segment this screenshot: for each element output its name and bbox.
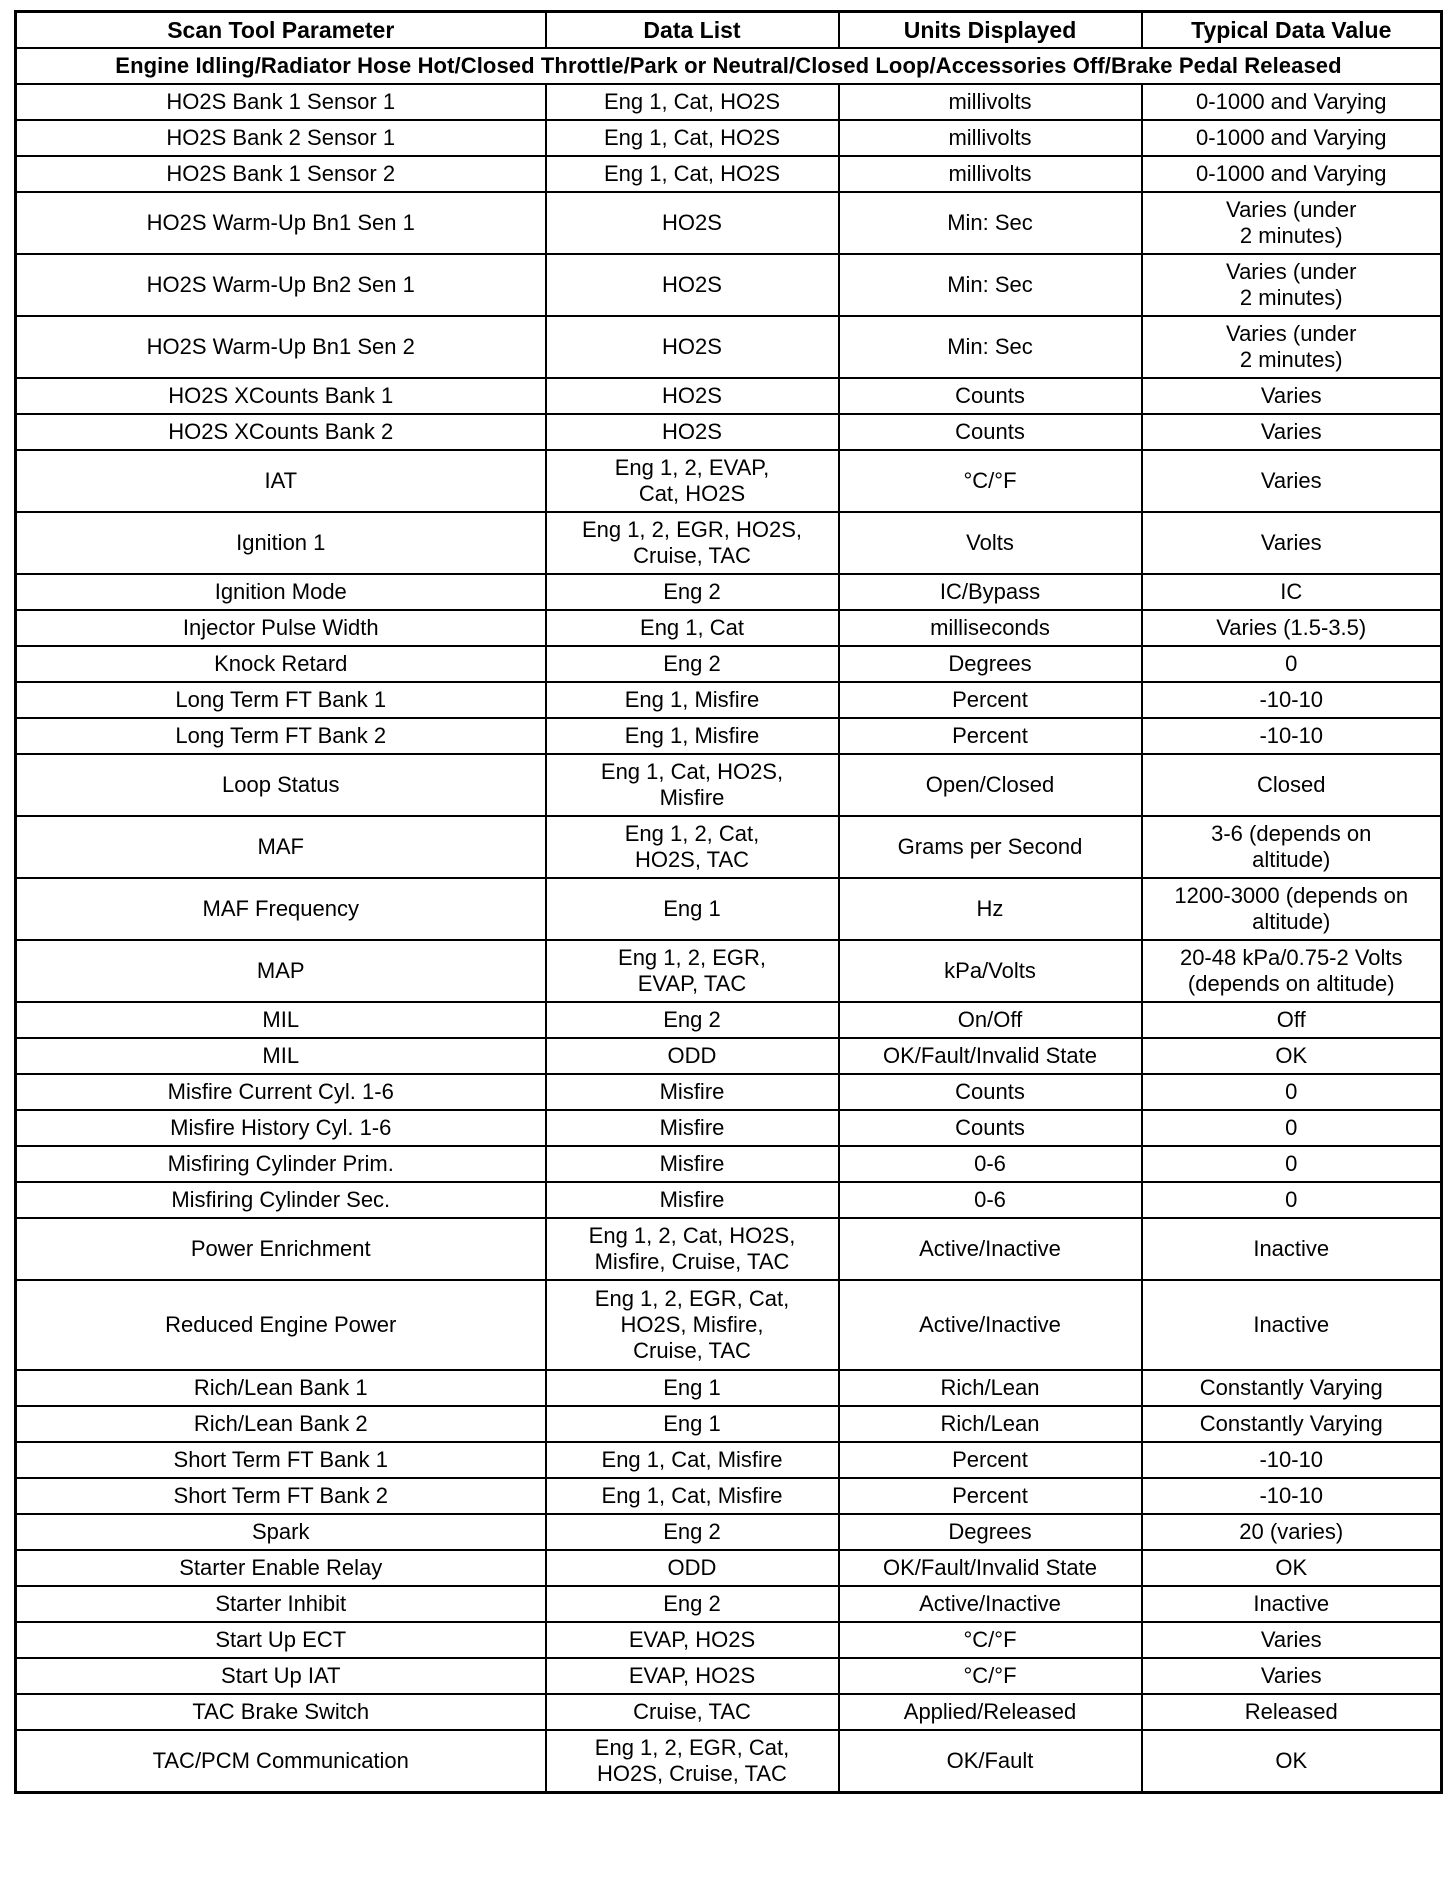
typical-value-cell: Varies	[1142, 414, 1442, 450]
parameter-cell: MAP	[16, 940, 546, 1002]
units-cell: °C/°F	[839, 450, 1142, 512]
typical-value-cell: -10-10	[1142, 1478, 1442, 1514]
typical-value-cell: Varies	[1142, 1622, 1442, 1658]
parameter-cell: Misfire Current Cyl. 1-6	[16, 1074, 546, 1110]
parameter-cell: Reduced Engine Power	[16, 1280, 546, 1370]
parameter-cell: Misfiring Cylinder Sec.	[16, 1182, 546, 1218]
units-cell: Min: Sec	[839, 192, 1142, 254]
data-list-cell: Eng 1, Cat, Misfire	[546, 1442, 839, 1478]
data-list-cell: Eng 1, Misfire	[546, 718, 839, 754]
units-cell: Counts	[839, 1074, 1142, 1110]
units-cell: Min: Sec	[839, 254, 1142, 316]
parameter-cell: Ignition Mode	[16, 574, 546, 610]
typical-value-cell: Varies (under 2 minutes)	[1142, 316, 1442, 378]
typical-value-cell: 0-1000 and Varying	[1142, 156, 1442, 192]
table-row	[16, 1280, 1442, 1370]
table-row	[16, 878, 1442, 940]
units-cell: millivolts	[839, 156, 1142, 192]
parameter-cell: Start Up IAT	[16, 1658, 546, 1694]
table-row	[16, 1658, 1442, 1694]
data-list-cell: Eng 2	[546, 1586, 839, 1622]
data-list-cell: Eng 1	[546, 1406, 839, 1442]
table-row	[16, 1110, 1442, 1146]
header-scan-tool-parameter: Scan Tool Parameter	[16, 12, 546, 49]
units-cell: Percent	[839, 1478, 1142, 1514]
parameter-cell: IAT	[16, 450, 546, 512]
data-list-cell: Eng 1, 2, EGR, EVAP, TAC	[546, 940, 839, 1002]
table-row	[16, 1550, 1442, 1586]
data-list-cell: Eng 2	[546, 574, 839, 610]
units-cell: Active/Inactive	[839, 1280, 1142, 1370]
table-row	[16, 1694, 1442, 1730]
units-cell: Degrees	[839, 646, 1142, 682]
parameter-cell: MIL	[16, 1038, 546, 1074]
table-row	[16, 378, 1442, 414]
table-row	[16, 754, 1442, 816]
parameter-cell: Rich/Lean Bank 1	[16, 1370, 546, 1406]
units-cell: On/Off	[839, 1002, 1142, 1038]
table-row	[16, 940, 1442, 1002]
header-units-displayed: Units Displayed	[839, 12, 1142, 49]
data-list-cell: ODD	[546, 1038, 839, 1074]
parameter-cell: Misfiring Cylinder Prim.	[16, 1146, 546, 1182]
typical-value-cell: 0	[1142, 1074, 1442, 1110]
typical-value-cell: OK	[1142, 1550, 1442, 1586]
parameter-cell: HO2S Warm-Up Bn1 Sen 2	[16, 316, 546, 378]
table-row	[16, 316, 1442, 378]
typical-value-cell: Inactive	[1142, 1218, 1442, 1280]
typical-value-cell: 0	[1142, 1110, 1442, 1146]
parameter-cell: Short Term FT Bank 1	[16, 1442, 546, 1478]
table-row	[16, 1370, 1442, 1406]
data-list-cell: Cruise, TAC	[546, 1694, 839, 1730]
data-list-cell: Misfire	[546, 1074, 839, 1110]
table-row	[16, 1478, 1442, 1514]
units-cell: 0-6	[839, 1146, 1142, 1182]
parameter-cell: Loop Status	[16, 754, 546, 816]
units-cell: OK/Fault/Invalid State	[839, 1038, 1142, 1074]
typical-value-cell: Varies (under 2 minutes)	[1142, 254, 1442, 316]
units-cell: Grams per Second	[839, 816, 1142, 878]
table-row	[16, 120, 1442, 156]
data-list-cell: Eng 1, Misfire	[546, 682, 839, 718]
units-cell: kPa/Volts	[839, 940, 1142, 1002]
parameter-cell: Starter Enable Relay	[16, 1550, 546, 1586]
typical-value-cell: IC	[1142, 574, 1442, 610]
data-list-cell: Eng 1, 2, EGR, HO2S, Cruise, TAC	[546, 512, 839, 574]
units-cell: millivolts	[839, 120, 1142, 156]
typical-value-cell: Released	[1142, 1694, 1442, 1730]
units-cell: millivolts	[839, 84, 1142, 120]
parameter-cell: Misfire History Cyl. 1-6	[16, 1110, 546, 1146]
data-list-cell: Eng 1, 2, Cat, HO2S, TAC	[546, 816, 839, 878]
table-row	[16, 574, 1442, 610]
table-row	[16, 1730, 1442, 1793]
typical-value-cell: Off	[1142, 1002, 1442, 1038]
table-row	[16, 610, 1442, 646]
table-row	[16, 718, 1442, 754]
data-list-cell: Eng 1, 2, Cat, HO2S, Misfire, Cruise, TAC	[546, 1218, 839, 1280]
parameter-cell: MAF Frequency	[16, 878, 546, 940]
typical-value-cell: 0	[1142, 1146, 1442, 1182]
data-list-cell: Eng 1, Cat	[546, 610, 839, 646]
table-row	[16, 1586, 1442, 1622]
test-condition: Engine Idling/Radiator Hose Hot/Closed Throttle/Park or Neutral/Closed Loop/Accessories Off/Brake Pedal Released	[16, 48, 1442, 84]
parameter-cell: HO2S Bank 1 Sensor 2	[16, 156, 546, 192]
data-list-cell: Eng 1, Cat, HO2S	[546, 84, 839, 120]
typical-value-cell: Inactive	[1142, 1280, 1442, 1370]
table-row	[16, 254, 1442, 316]
parameter-cell: Injector Pulse Width	[16, 610, 546, 646]
units-cell: Hz	[839, 878, 1142, 940]
units-cell: Volts	[839, 512, 1142, 574]
parameter-cell: Starter Inhibit	[16, 1586, 546, 1622]
table-row	[16, 816, 1442, 878]
table-row	[16, 1218, 1442, 1280]
table-row	[16, 1074, 1442, 1110]
units-cell: Percent	[839, 682, 1142, 718]
parameter-cell: Knock Retard	[16, 646, 546, 682]
data-list-cell: Eng 2	[546, 1002, 839, 1038]
typical-value-cell: Varies (1.5-3.5)	[1142, 610, 1442, 646]
data-list-cell: Eng 2	[546, 646, 839, 682]
header-row	[16, 12, 1442, 49]
typical-value-cell: Varies	[1142, 450, 1442, 512]
header-data-list: Data List	[546, 12, 839, 49]
units-cell: Counts	[839, 414, 1142, 450]
units-cell: IC/Bypass	[839, 574, 1142, 610]
parameter-cell: Long Term FT Bank 1	[16, 682, 546, 718]
data-list-cell: EVAP, HO2S	[546, 1622, 839, 1658]
data-list-cell: Eng 1, Cat, HO2S	[546, 120, 839, 156]
table-row	[16, 1146, 1442, 1182]
data-list-cell: HO2S	[546, 254, 839, 316]
data-list-cell: Eng 1, Cat, Misfire	[546, 1478, 839, 1514]
units-cell: Degrees	[839, 1514, 1142, 1550]
table-row	[16, 1182, 1442, 1218]
units-cell: Rich/Lean	[839, 1406, 1142, 1442]
parameter-cell: TAC/PCM Communication	[16, 1730, 546, 1793]
data-list-cell: Eng 1, 2, EGR, Cat, HO2S, Cruise, TAC	[546, 1730, 839, 1793]
parameter-cell: HO2S Warm-Up Bn1 Sen 1	[16, 192, 546, 254]
data-list-cell: Eng 1	[546, 1370, 839, 1406]
units-cell: Percent	[839, 1442, 1142, 1478]
table-row	[16, 646, 1442, 682]
table-row	[16, 682, 1442, 718]
typical-value-cell: Constantly Varying	[1142, 1406, 1442, 1442]
typical-value-cell: 0	[1142, 1182, 1442, 1218]
data-list-cell: HO2S	[546, 192, 839, 254]
data-list-cell: ODD	[546, 1550, 839, 1586]
header-typical-data-value: Typical Data Value	[1142, 12, 1442, 49]
parameter-cell: MAF	[16, 816, 546, 878]
units-cell: Rich/Lean	[839, 1370, 1142, 1406]
scan-tool-data-table	[14, 10, 1443, 1794]
typical-value-cell: 1200-3000 (depends on altitude)	[1142, 878, 1442, 940]
data-list-cell: Misfire	[546, 1182, 839, 1218]
typical-value-cell: Varies (under 2 minutes)	[1142, 192, 1442, 254]
units-cell: Active/Inactive	[839, 1218, 1142, 1280]
data-list-cell: Eng 1, 2, EGR, Cat, HO2S, Misfire, Cruise, TAC	[546, 1280, 839, 1370]
parameter-cell: HO2S Warm-Up Bn2 Sen 1	[16, 254, 546, 316]
typical-value-cell: 3-6 (depends on altitude)	[1142, 816, 1442, 878]
table-row	[16, 156, 1442, 192]
typical-value-cell: 0-1000 and Varying	[1142, 84, 1442, 120]
typical-value-cell: 0	[1142, 646, 1442, 682]
data-list-cell: Eng 1, 2, EVAP, Cat, HO2S	[546, 450, 839, 512]
units-cell: 0-6	[839, 1182, 1142, 1218]
typical-value-cell: OK	[1142, 1038, 1442, 1074]
table-row	[16, 1514, 1442, 1550]
table-row	[16, 512, 1442, 574]
data-list-cell: Eng 1, Cat, HO2S	[546, 156, 839, 192]
table-row	[16, 1442, 1442, 1478]
typical-value-cell: -10-10	[1142, 718, 1442, 754]
data-list-cell: EVAP, HO2S	[546, 1658, 839, 1694]
table-row	[16, 1002, 1442, 1038]
table-row	[16, 84, 1442, 120]
page	[14, 10, 1440, 1794]
typical-value-cell: Varies	[1142, 512, 1442, 574]
units-cell: °C/°F	[839, 1622, 1142, 1658]
units-cell: OK/Fault/Invalid State	[839, 1550, 1142, 1586]
parameter-cell: Power Enrichment	[16, 1218, 546, 1280]
table-row	[16, 1622, 1442, 1658]
units-cell: Counts	[839, 378, 1142, 414]
units-cell: Open/Closed	[839, 754, 1142, 816]
parameter-cell: TAC Brake Switch	[16, 1694, 546, 1730]
typical-value-cell: OK	[1142, 1730, 1442, 1793]
parameter-cell: Rich/Lean Bank 2	[16, 1406, 546, 1442]
parameter-cell: Ignition 1	[16, 512, 546, 574]
typical-value-cell: Inactive	[1142, 1586, 1442, 1622]
typical-value-cell: Varies	[1142, 378, 1442, 414]
units-cell: °C/°F	[839, 1658, 1142, 1694]
units-cell: Min: Sec	[839, 316, 1142, 378]
data-list-cell: Misfire	[546, 1110, 839, 1146]
condition-row	[16, 48, 1442, 84]
table-row	[16, 1406, 1442, 1442]
parameter-cell: HO2S Bank 2 Sensor 1	[16, 120, 546, 156]
data-list-cell: HO2S	[546, 414, 839, 450]
table-row	[16, 450, 1442, 512]
typical-value-cell: -10-10	[1142, 682, 1442, 718]
parameter-cell: MIL	[16, 1002, 546, 1038]
parameter-cell: Short Term FT Bank 2	[16, 1478, 546, 1514]
data-list-cell: HO2S	[546, 378, 839, 414]
data-list-cell: Misfire	[546, 1146, 839, 1182]
typical-value-cell: 20-48 kPa/0.75-2 Volts (depends on altitude)	[1142, 940, 1442, 1002]
units-cell: Active/Inactive	[839, 1586, 1142, 1622]
parameter-cell: HO2S XCounts Bank 1	[16, 378, 546, 414]
typical-value-cell: 20 (varies)	[1142, 1514, 1442, 1550]
units-cell: milliseconds	[839, 610, 1142, 646]
parameter-cell: HO2S XCounts Bank 2	[16, 414, 546, 450]
units-cell: OK/Fault	[839, 1730, 1142, 1793]
typical-value-cell: 0-1000 and Varying	[1142, 120, 1442, 156]
units-cell: Counts	[839, 1110, 1142, 1146]
typical-value-cell: Varies	[1142, 1658, 1442, 1694]
parameter-cell: Start Up ECT	[16, 1622, 546, 1658]
units-cell: Percent	[839, 718, 1142, 754]
table-row	[16, 414, 1442, 450]
data-list-cell: Eng 1	[546, 878, 839, 940]
typical-value-cell: -10-10	[1142, 1442, 1442, 1478]
table-row	[16, 192, 1442, 254]
typical-value-cell: Constantly Varying	[1142, 1370, 1442, 1406]
typical-value-cell: Closed	[1142, 754, 1442, 816]
parameter-cell: Long Term FT Bank 2	[16, 718, 546, 754]
parameter-cell: HO2S Bank 1 Sensor 1	[16, 84, 546, 120]
data-list-cell: Eng 2	[546, 1514, 839, 1550]
data-list-cell: HO2S	[546, 316, 839, 378]
table-row	[16, 1038, 1442, 1074]
data-list-cell: Eng 1, Cat, HO2S, Misfire	[546, 754, 839, 816]
parameter-cell: Spark	[16, 1514, 546, 1550]
units-cell: Applied/Released	[839, 1694, 1142, 1730]
